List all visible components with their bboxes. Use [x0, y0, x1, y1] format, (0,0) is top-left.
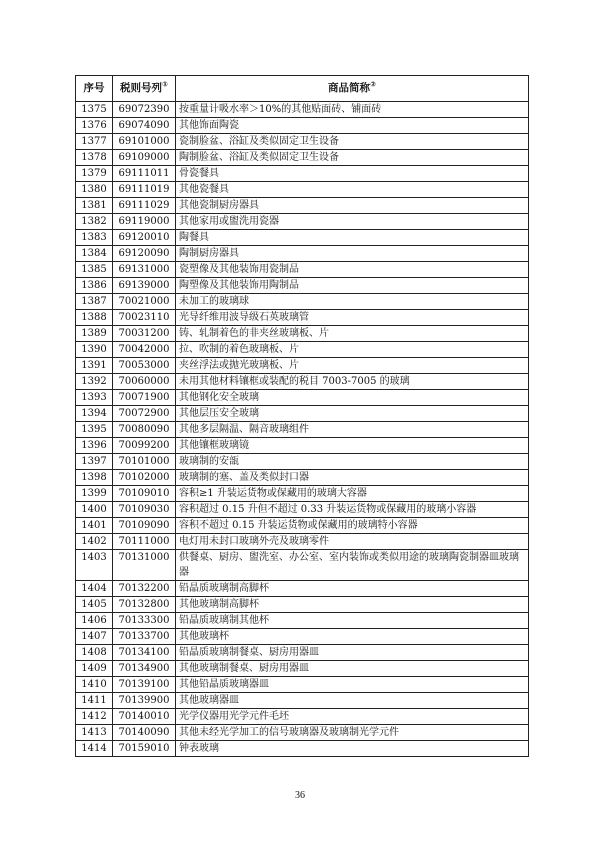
- cell-code: 70131000: [113, 550, 176, 581]
- table-row: [76, 693, 529, 709]
- cell-name: 其他家用或盥洗用瓷器: [176, 214, 529, 230]
- table-row: [76, 118, 529, 134]
- cell-name: 玻璃制的塞、盖及类似封口器: [176, 470, 529, 486]
- cell-code: 70031200: [113, 326, 176, 342]
- cell-code: 70099200: [113, 438, 176, 454]
- cell-code: 70053000: [113, 358, 176, 374]
- cell-no: 1383: [76, 230, 113, 246]
- table-row: [76, 246, 529, 262]
- cell-code: 69120090: [113, 246, 176, 262]
- table-row: [76, 597, 529, 613]
- cell-no: 1376: [76, 118, 113, 134]
- cell-name: 陶制脸盆、浴缸及类似固定卫生设备: [176, 150, 529, 166]
- cell-code: 70159010: [113, 741, 176, 757]
- cell-code: 70101000: [113, 454, 176, 470]
- cell-code: 70140090: [113, 725, 176, 741]
- table-row: [76, 342, 529, 358]
- cell-name: 陶餐具: [176, 230, 529, 246]
- cell-code: 70139100: [113, 677, 176, 693]
- cell-no: 1412: [76, 709, 113, 725]
- cell-name: 其他多层隔温、隔音玻璃组件: [176, 422, 529, 438]
- cell-name: 光学仪器用光学元件毛坯: [176, 709, 529, 725]
- table-row: [76, 422, 529, 438]
- cell-code: 70132200: [113, 581, 176, 597]
- table-row: [76, 438, 529, 454]
- cell-no: 1379: [76, 166, 113, 182]
- cell-name: 容积≥1 升装运货物或保藏用的玻璃大容器: [176, 486, 529, 502]
- cell-name: 其他层压安全玻璃: [176, 406, 529, 422]
- cell-name: 光导纤维用波导级石英玻璃管: [176, 310, 529, 326]
- cell-name: 瓷制脸盆、浴缸及类似固定卫生设备: [176, 134, 529, 150]
- cell-name: 夹丝浮法或抛光玻璃板、片: [176, 358, 529, 374]
- cell-code: 70132800: [113, 597, 176, 613]
- cell-code: 69111011: [113, 166, 176, 182]
- cell-no: 1399: [76, 486, 113, 502]
- cell-no: 1403: [76, 550, 113, 581]
- cell-code: 70111000: [113, 534, 176, 550]
- cell-no: 1405: [76, 597, 113, 613]
- cell-no: 1385: [76, 262, 113, 278]
- table-row: [76, 358, 529, 374]
- footnote-mark-2: ②: [370, 80, 376, 89]
- table-row: [76, 166, 529, 182]
- cell-name: 其他瓷餐具: [176, 182, 529, 198]
- cell-no: 1410: [76, 677, 113, 693]
- cell-name: 陶塑像及其他装饰用陶制品: [176, 278, 529, 294]
- table-row: [76, 709, 529, 725]
- cell-name: 其他饰面陶瓷: [176, 118, 529, 134]
- table-row: [76, 661, 529, 677]
- cell-name: 拉、吹制的着色玻璃板、片: [176, 342, 529, 358]
- table-row: [76, 182, 529, 198]
- cell-name: 玻璃制的安瓿: [176, 454, 529, 470]
- cell-name: 供餐桌、厨房、盥洗室、办公室、室内装饰或类似用途的玻璃陶瓷制器皿玻璃器: [176, 550, 529, 581]
- cell-code: 70021000: [113, 294, 176, 310]
- table-body: [76, 102, 529, 757]
- cell-no: 1378: [76, 150, 113, 166]
- header-code: 税则号列①: [113, 76, 176, 102]
- cell-no: 1375: [76, 102, 113, 118]
- cell-name: 其他未经光学加工的信号玻璃器及玻璃制光学元件: [176, 725, 529, 741]
- table-row: [76, 374, 529, 390]
- cell-code: 69119000: [113, 214, 176, 230]
- cell-name: 按重量计吸水率＞10%的其他贴面砖、铺面砖: [176, 102, 529, 118]
- cell-name: 其他玻璃杯: [176, 629, 529, 645]
- table-row: [76, 326, 529, 342]
- footnote-mark-1: ①: [162, 80, 168, 89]
- cell-no: 1394: [76, 406, 113, 422]
- header-no: 序号: [76, 76, 113, 102]
- cell-name: 其他玻璃制餐桌、厨房用器皿: [176, 661, 529, 677]
- cell-name: 铅晶质玻璃制其他杯: [176, 613, 529, 629]
- cell-name: 钟表玻璃: [176, 741, 529, 757]
- table-row: [76, 230, 529, 246]
- cell-code: 70139900: [113, 693, 176, 709]
- cell-code: 70071900: [113, 390, 176, 406]
- cell-code: 70109030: [113, 502, 176, 518]
- cell-code: 70133700: [113, 629, 176, 645]
- table-row: [76, 470, 529, 486]
- cell-no: 1398: [76, 470, 113, 486]
- cell-name: 其他玻璃制高脚杯: [176, 597, 529, 613]
- cell-no: 1382: [76, 214, 113, 230]
- cell-code: 70042000: [113, 342, 176, 358]
- table-row: [76, 534, 529, 550]
- table-row: [76, 741, 529, 757]
- cell-no: 1390: [76, 342, 113, 358]
- cell-no: 1387: [76, 294, 113, 310]
- table-row: [76, 262, 529, 278]
- cell-code: 70109010: [113, 486, 176, 502]
- cell-name: 骨瓷餐具: [176, 166, 529, 182]
- cell-no: 1396: [76, 438, 113, 454]
- cell-code: 70023110: [113, 310, 176, 326]
- cell-no: 1380: [76, 182, 113, 198]
- cell-name: 未用其他材料镶框或装配的税目 7003-7005 的玻璃: [176, 374, 529, 390]
- cell-no: 1409: [76, 661, 113, 677]
- cell-code: 70080090: [113, 422, 176, 438]
- table-row: [76, 550, 529, 581]
- cell-code: 69111019: [113, 182, 176, 198]
- cell-code: 69139000: [113, 278, 176, 294]
- table-row: [76, 486, 529, 502]
- cell-no: 1413: [76, 725, 113, 741]
- cell-code: 69111029: [113, 198, 176, 214]
- cell-code: 69120010: [113, 230, 176, 246]
- cell-no: 1411: [76, 693, 113, 709]
- cell-name: 其他瓷制厨房器具: [176, 198, 529, 214]
- cell-no: 1393: [76, 390, 113, 406]
- table-row: [76, 150, 529, 166]
- table-row: [76, 102, 529, 118]
- cell-no: 1402: [76, 534, 113, 550]
- cell-code: 70134100: [113, 645, 176, 661]
- table-header-row: [76, 76, 529, 102]
- cell-code: 69131000: [113, 262, 176, 278]
- cell-name: 陶制厨房器具: [176, 246, 529, 262]
- table-row: [76, 310, 529, 326]
- cell-name: 其他铅晶质玻璃器皿: [176, 677, 529, 693]
- cell-name: 铅晶质玻璃制高脚杯: [176, 581, 529, 597]
- cell-name: 瓷塑像及其他装饰用瓷制品: [176, 262, 529, 278]
- header-name: 商品简称②: [176, 76, 529, 102]
- cell-name: 容积超过 0.15 升但不超过 0.33 升装运货物或保藏用的玻璃小容器: [176, 502, 529, 518]
- cell-name: 未加工的玻璃球: [176, 294, 529, 310]
- table-row: [76, 134, 529, 150]
- cell-no: 1404: [76, 581, 113, 597]
- cell-name: 铅晶质玻璃制餐桌、厨房用器皿: [176, 645, 529, 661]
- cell-name: 铸、轧制着色的非夹丝玻璃板、片: [176, 326, 529, 342]
- cell-name: 容积不超过 0.15 升装运货物或保藏用的玻璃特小容器: [176, 518, 529, 534]
- cell-no: 1377: [76, 134, 113, 150]
- table-row: [76, 645, 529, 661]
- cell-no: 1381: [76, 198, 113, 214]
- table-row: [76, 390, 529, 406]
- cell-no: 1400: [76, 502, 113, 518]
- table-row: [76, 278, 529, 294]
- cell-no: 1408: [76, 645, 113, 661]
- cell-code: 70133300: [113, 613, 176, 629]
- cell-code: 69101000: [113, 134, 176, 150]
- cell-code: 70102000: [113, 470, 176, 486]
- tariff-table: [75, 75, 529, 757]
- table-row: [76, 677, 529, 693]
- cell-no: 1401: [76, 518, 113, 534]
- table-row: [76, 454, 529, 470]
- cell-no: 1389: [76, 326, 113, 342]
- cell-name: 其他钢化安全玻璃: [176, 390, 529, 406]
- cell-code: 70072900: [113, 406, 176, 422]
- cell-code: 69109000: [113, 150, 176, 166]
- cell-code: 70109090: [113, 518, 176, 534]
- cell-no: 1397: [76, 454, 113, 470]
- cell-code: 69074090: [113, 118, 176, 134]
- cell-no: 1406: [76, 613, 113, 629]
- cell-no: 1414: [76, 741, 113, 757]
- cell-name: 电灯用未封口玻璃外壳及玻璃零件: [176, 534, 529, 550]
- table-row: [76, 629, 529, 645]
- table-row: [76, 518, 529, 534]
- cell-no: 1386: [76, 278, 113, 294]
- cell-no: 1395: [76, 422, 113, 438]
- table-row: [76, 214, 529, 230]
- cell-code: 69072390: [113, 102, 176, 118]
- cell-no: 1407: [76, 629, 113, 645]
- table-row: [76, 294, 529, 310]
- cell-code: 70140010: [113, 709, 176, 725]
- table-row: [76, 581, 529, 597]
- table-row: [76, 198, 529, 214]
- table-row: [76, 613, 529, 629]
- table-row: [76, 725, 529, 741]
- cell-name: 其他镶框玻璃镜: [176, 438, 529, 454]
- cell-no: 1391: [76, 358, 113, 374]
- cell-name: 其他玻璃器皿: [176, 693, 529, 709]
- cell-no: 1388: [76, 310, 113, 326]
- page-number: 36: [295, 790, 305, 801]
- table-row: [76, 406, 529, 422]
- cell-code: 70134900: [113, 661, 176, 677]
- cell-no: 1384: [76, 246, 113, 262]
- cell-no: 1392: [76, 374, 113, 390]
- table-row: [76, 502, 529, 518]
- cell-code: 70060000: [113, 374, 176, 390]
